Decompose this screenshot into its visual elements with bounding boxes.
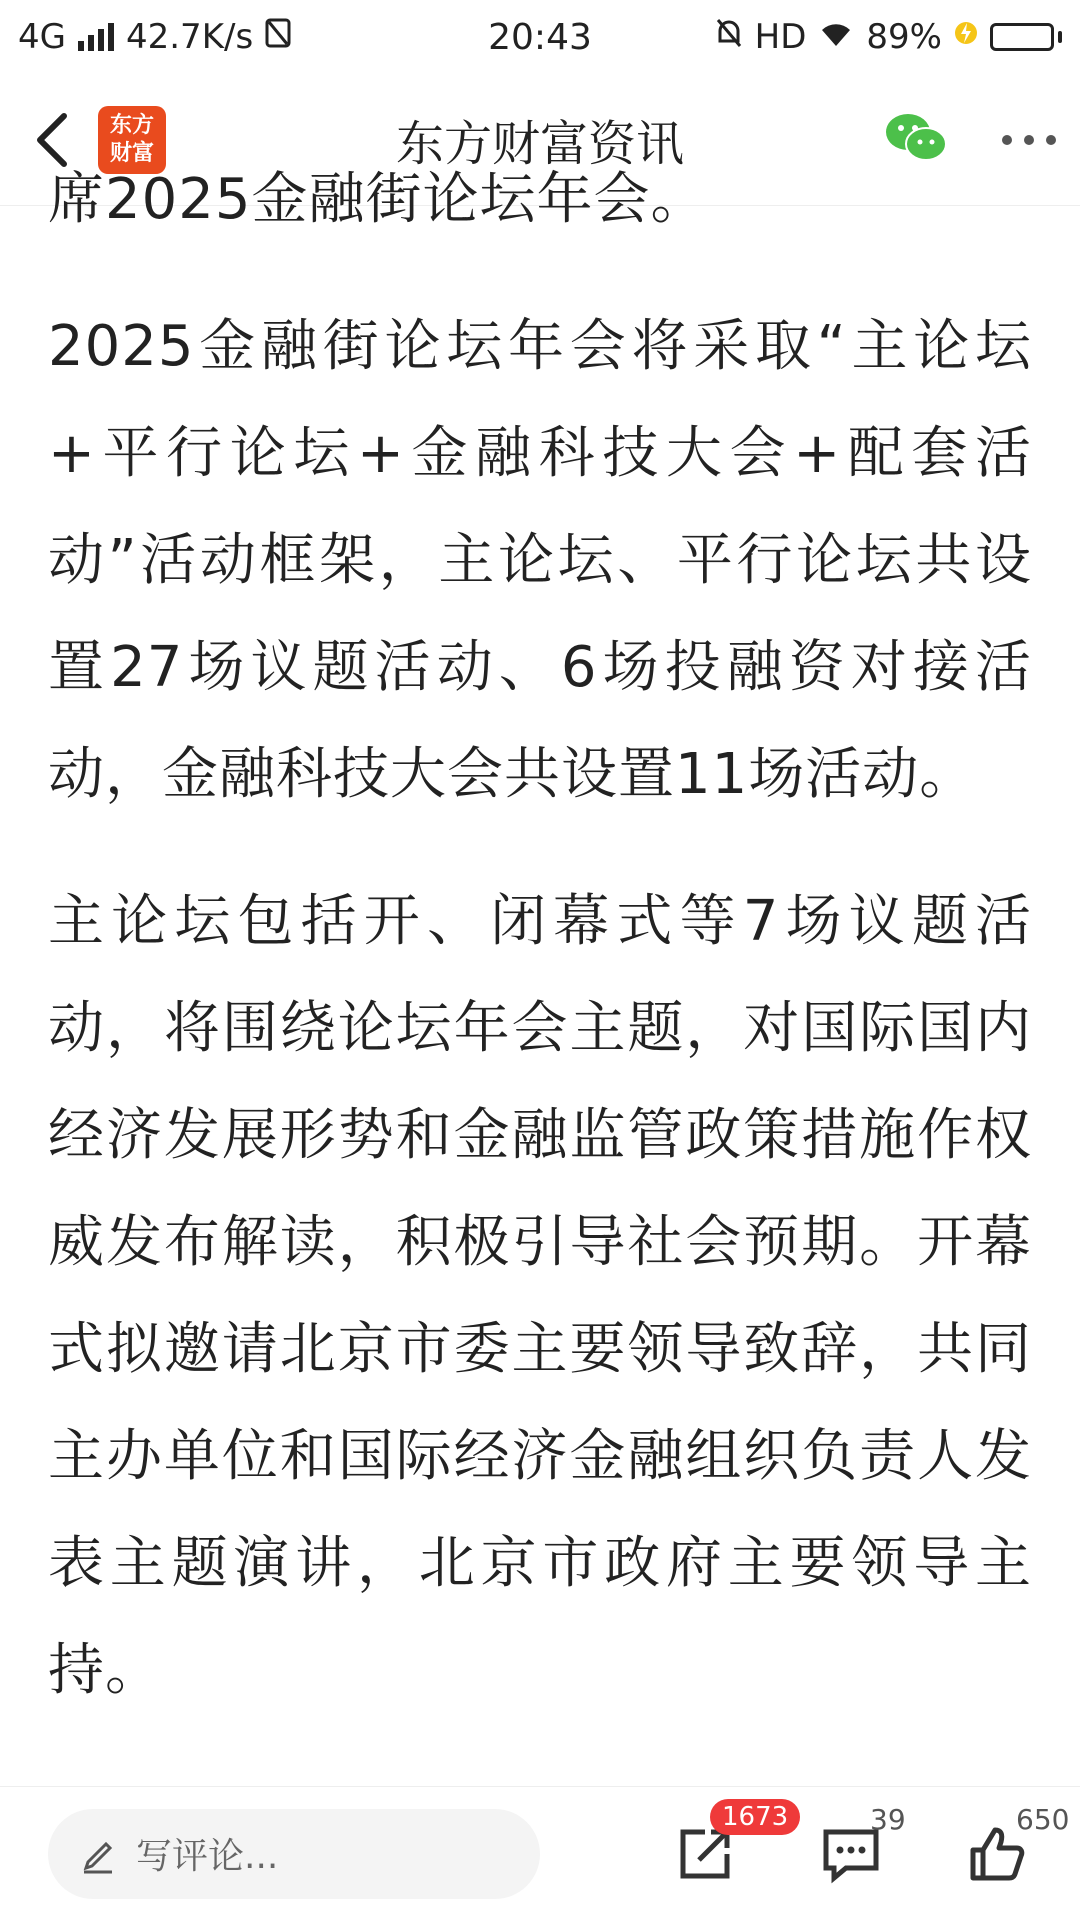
like-count: 650 bbox=[1016, 1802, 1070, 1836]
hd-label: HD bbox=[754, 17, 807, 57]
battery-icon bbox=[990, 23, 1062, 51]
bottom-action-bar bbox=[0, 1786, 1080, 1920]
status-left bbox=[18, 17, 291, 57]
page-title: 东方财富资讯 bbox=[395, 116, 684, 172]
status-time: 20:43 bbox=[488, 16, 592, 58]
article-paragraph: 主论坛包括开、闭幕式等7场议题活动，将围绕论坛年会主题，对国际国内经济发展形势和金融监管政策措施作权威发布解读，积极引导社会预期。开幕式拟邀请北京市委主要领导致辞，共同主办单位和国际经济金融组织负责人发表主题演讲，北京市政府主要领导主持。 bbox=[48, 889, 1032, 1703]
article-paragraph: 席2025金融街论坛年会。 bbox=[48, 167, 708, 232]
battery-percent: 89% bbox=[866, 17, 942, 57]
comment-input[interactable] bbox=[48, 1809, 540, 1899]
status-bar bbox=[0, 0, 1080, 74]
logo-text-bottom: 财富 bbox=[109, 140, 154, 166]
more-button[interactable] bbox=[1002, 135, 1056, 145]
network-speed: 42.7K/s bbox=[125, 17, 254, 57]
article-body[interactable] bbox=[0, 167, 1080, 1786]
logo-text-top: 东方 bbox=[109, 112, 154, 138]
like-button[interactable] bbox=[962, 1802, 1070, 1889]
share-button[interactable] bbox=[670, 1801, 789, 1889]
action-buttons bbox=[670, 1801, 1070, 1889]
comment-count: 39 bbox=[870, 1802, 906, 1836]
mute-bell-icon bbox=[715, 17, 743, 58]
pencil-icon bbox=[80, 1834, 116, 1874]
share-count-badge: 1673 bbox=[710, 1799, 800, 1835]
network-label: 4G bbox=[18, 17, 66, 57]
sim-icon bbox=[265, 17, 291, 57]
comments-button[interactable] bbox=[816, 1802, 906, 1889]
more-icon bbox=[1002, 135, 1056, 145]
charging-icon bbox=[954, 17, 978, 57]
signal-icon bbox=[78, 23, 114, 51]
wifi-icon bbox=[818, 17, 854, 57]
article-paragraph: 2025金融街论坛年会将采取“主论坛+平行论坛+金融科技大会+配套活动”活动框架，主论坛、平行论坛共设置27场议题活动、6场投融资对接活动，金融科技大会共设置11场活动。 bbox=[48, 314, 1032, 807]
article-content bbox=[0, 146, 1080, 1724]
status-right bbox=[715, 17, 1062, 58]
comment-placeholder: 写评论... bbox=[136, 1836, 279, 1877]
